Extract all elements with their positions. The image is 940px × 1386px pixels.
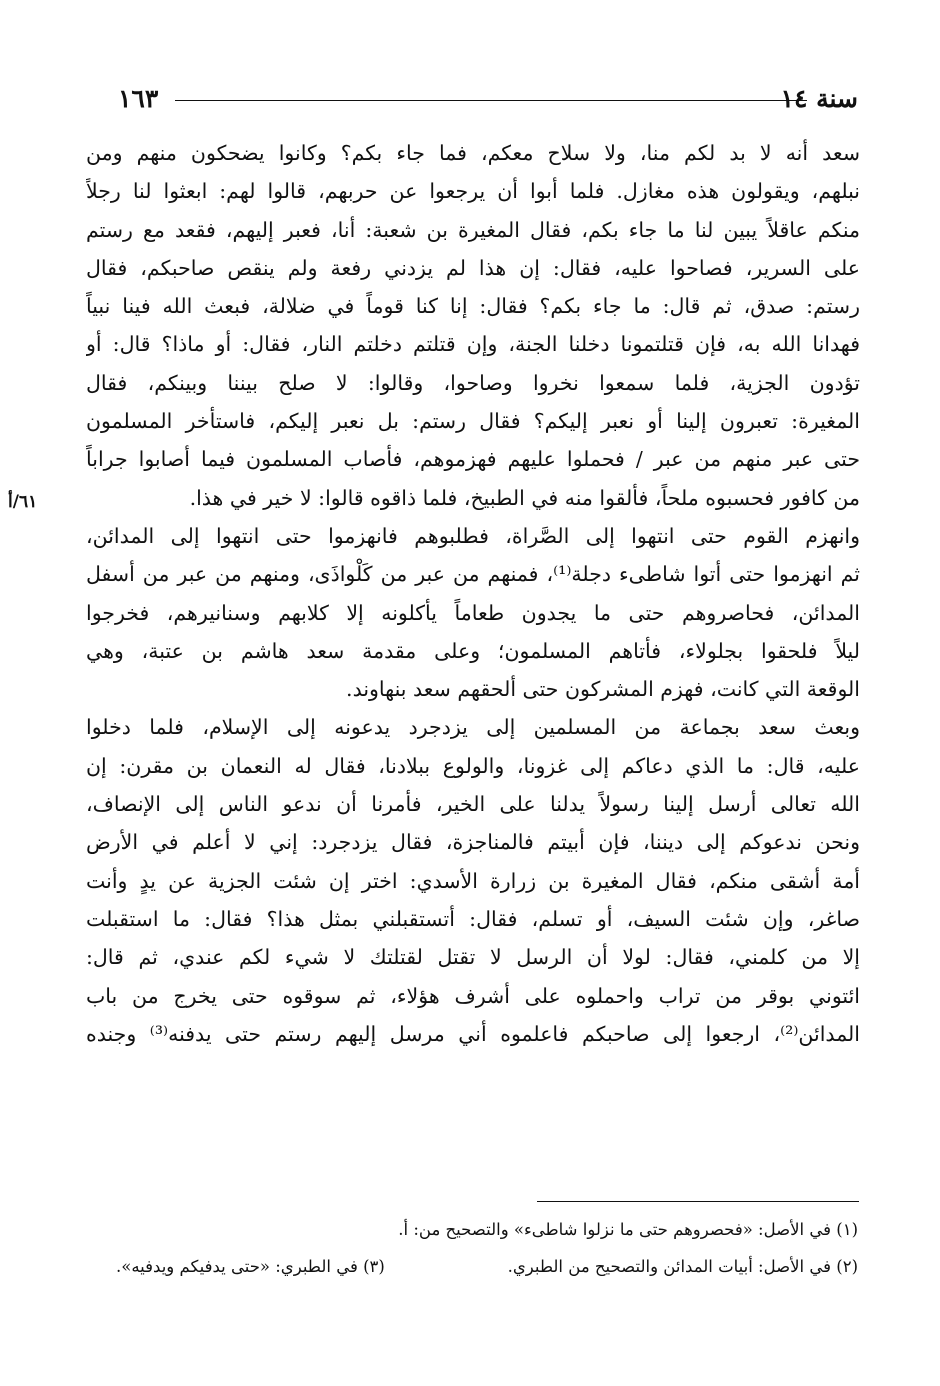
text-line: سعد أنه لا بد لكم منا، ولا سلاح معكم، فما جاء بكم؟ وكانوا يضحكون منهم ومن (86, 141, 860, 165)
text-line: المدائن، فحاصروهم حتى ما يجدون طعاماً يأكلونه إلا كلابهم وسنانيرهم، فخرجوا (86, 600, 860, 625)
text-line: الوقعة التي كانت، فهزم المشركون حتى ألحقهم سعد بنهاوند. (346, 677, 860, 702)
text-line: ليلاً فلحقوا بجلولاء، فأتاهم المسلمون؛ وعلى مقدمة سعد هاشم بن عتبة، وهي (86, 638, 860, 663)
page-number: ١٦٣ (118, 84, 159, 113)
text-line: وبعث سعد بجماعة من المسلمين إلى يزدجرد يدعونه إلى الإسلام، فلما دخلوا (86, 715, 860, 740)
text-line: تؤدون الجزية، فلما سمعوا نخروا وصاحوا، وقالوا: لا صلح بيننا وبينكم، فقال (86, 370, 860, 395)
text-line: المغيرة: تعبرون إلينا أو نعبر إليكم؟ فقال رستم: بل نعبر إليكم، فاستأخر المسلمون (86, 409, 860, 434)
running-header-year: سنة ١٤ (780, 84, 858, 113)
text-line: على السرير، فصاحوا عليه، فقال: إن هذا لم يزدني رفعة ولم ينقص صاحبكم، فقال (86, 255, 860, 280)
footnote-3: (٣) في الطبري: «حتى يدفيكم ويدفيه». (116, 1257, 385, 1276)
header-rule (175, 100, 807, 101)
text-line: المدائن⁽²⁾، ارجعوا إلى صاحبكم فاعلموه أني مرسل إليهم رستم حتى يدفنه⁽³⁾ وجنده (86, 1021, 860, 1046)
text-line: فهدانا الله به، فإن قتلتمونا دخلنا الجنة، وإن قتلتم دخلتم النار، فقال: أو ماذا؟ قال: أو (86, 332, 860, 357)
footnote-1: (١) في الأصل: «فحصروهم حتى ما نزلوا شاطىء» والتصحيح من: أ. (398, 1220, 858, 1239)
text-line: عليه، قال: ما الذي دعاكم إلى غزونا، والولوع ببلادنا، فقال له النعمان بن مقرن: إن (86, 753, 860, 778)
text-line: رستم: صدق، ثم قال: ما جاء بكم؟ فقال: إنا كنا قوماً في ضلالة، فبعث الله فينا نبياً (86, 294, 860, 319)
text-line: ونحن ندعوكم إلى ديننا، فإن أبيتم فالمناجزة، فقال يزدجرد: إني لا أعلم في الأرض (86, 830, 860, 855)
text-line: إلا من كلمني، فقال: لولا أن الرسل لا تقتل لقتلتك لا شيء لكم عندي، ثم قال: (86, 945, 860, 970)
manuscript-folio-marker: ٦١/أ (8, 492, 38, 512)
text-line: حتى عبر منهم من عبر / فحملوا عليهم فهزموهم، فأصاب المسلمون فيما أصابوا جراباً (86, 447, 860, 472)
footnote-rule (537, 1201, 859, 1202)
text-line: ثم انهزموا حتى أتوا شاطىء دجلة⁽¹⁾، فمنهم من عبر من كَلْواذَى، ومنهم من عبر من أسفل (86, 562, 860, 587)
text-line: وانهزم القوم حتى انتهوا إلى الصَّراة، فطلبوهم فانهزموا حتى انتهوا إلى المدائن، (86, 523, 860, 548)
main-text (86, 134, 860, 1053)
text-line: الله تعالى أرسل إلينا رسولاً يدلنا على الخير، فأمرنا أن ندعو الناس إلى الإنصاف، (86, 792, 860, 817)
text-line: ائتوني بوقر من تراب واحملوه على أشرف هؤلاء، ثم سوقوه حتى يخرج من باب (86, 983, 860, 1008)
footnote-2: (٢) في الأصل: أبيات المدائن والتصحيح من الطبري. (507, 1257, 858, 1276)
text-line: صاغر، وإن شئت السيف، أو تسلم، فقال: أتستقبلني بمثل هذا؟ فقال: ما استقبلت (86, 906, 860, 931)
text-line: نبلهم، ويقولون هذه مغازل. فلما أبوا أن يرجعوا عن حربهم، قالوا لهم: ابعثوا لنا رجلاً (86, 179, 860, 204)
text-line: أمة أشقى منكم، فقال المغيرة بن زرارة الأسدي: اختر إن شئت الجزية عن يدٍ وأنت (86, 868, 860, 893)
text-line: منكم عاقلاً يبين لنا ما جاء بكم، فقال المغيرة بن شعبة: أنا، فعبر إليهم، فقعد مع رستم (86, 217, 860, 242)
text-line: من كافور فحسبوه ملحاً، فألقوا منه في الطبيخ، فلما ذاقوه قالوا: لا خير في هذا. (189, 485, 860, 510)
